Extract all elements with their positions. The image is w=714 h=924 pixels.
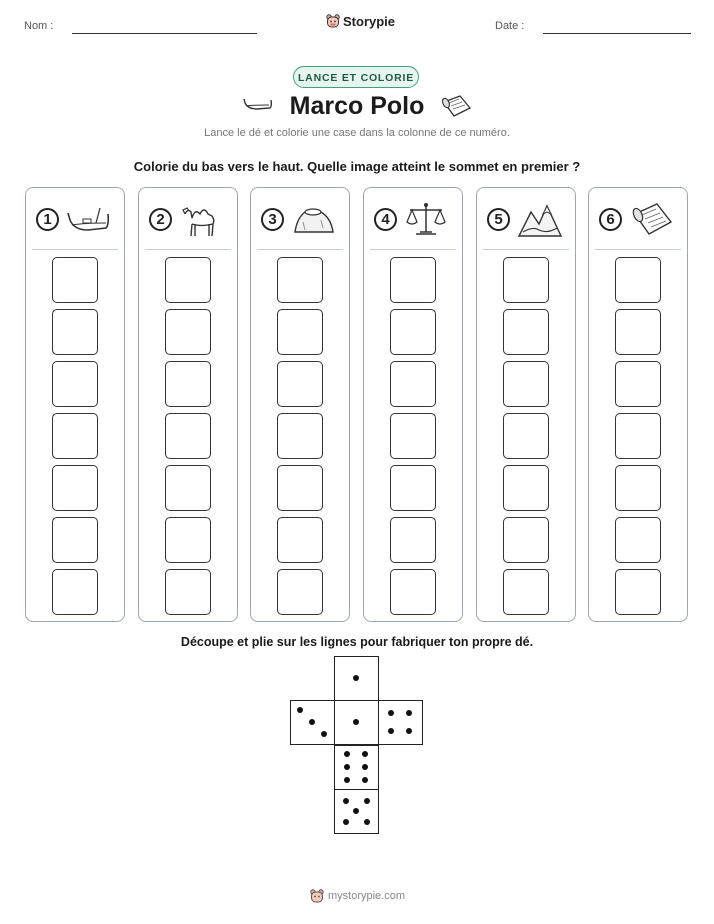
color-cell[interactable] <box>390 361 436 407</box>
dice-pip <box>362 764 368 770</box>
color-cell[interactable] <box>503 361 549 407</box>
column-5 <box>476 187 576 622</box>
volcano-icon <box>291 200 337 240</box>
page-title: Marco Polo <box>289 92 425 120</box>
dice-face-1 <box>334 700 379 745</box>
mountains-icon <box>517 200 563 240</box>
color-cell[interactable] <box>165 257 211 303</box>
dice-pip <box>362 777 368 783</box>
storypie-mascot-icon <box>310 888 324 904</box>
color-cell[interactable] <box>165 413 211 459</box>
color-cell[interactable] <box>52 569 98 615</box>
camel-icon <box>179 200 225 240</box>
color-cell[interactable] <box>52 257 98 303</box>
color-cell[interactable] <box>615 361 661 407</box>
instruction-text: Colorie du bas vers le haut. Quelle image atteint le sommet en premier ? <box>133 159 581 174</box>
column-number: 4 <box>374 208 397 231</box>
column-header <box>36 200 118 240</box>
color-cell[interactable] <box>615 569 661 615</box>
dice-pip <box>388 728 394 734</box>
color-cell[interactable] <box>277 361 323 407</box>
color-cell[interactable] <box>503 309 549 355</box>
color-cell[interactable] <box>615 517 661 563</box>
color-cell[interactable] <box>52 361 98 407</box>
dice-pip <box>344 777 350 783</box>
column-header <box>374 200 456 240</box>
name-label: Nom : <box>24 20 54 32</box>
color-cell[interactable] <box>390 257 436 303</box>
dice-pip <box>406 710 412 716</box>
color-cell[interactable] <box>390 569 436 615</box>
dice-face-5 <box>334 789 379 834</box>
dice-face-1 <box>334 656 379 701</box>
color-cell[interactable] <box>503 257 549 303</box>
color-cell[interactable] <box>165 309 211 355</box>
color-cell[interactable] <box>277 257 323 303</box>
color-cell[interactable] <box>615 309 661 355</box>
column-number: 2 <box>149 208 172 231</box>
color-cell[interactable] <box>615 257 661 303</box>
column-divider <box>257 249 343 250</box>
color-cell[interactable] <box>277 465 323 511</box>
dice-pip <box>364 819 370 825</box>
column-2 <box>138 187 238 622</box>
column-header <box>149 200 231 240</box>
footer <box>310 888 405 904</box>
dice-pip <box>344 764 350 770</box>
page-subtitle: Lance le dé et colorie une case dans la colonne de ce numéro. <box>204 127 510 139</box>
dice-pip <box>321 731 327 737</box>
color-cell[interactable] <box>615 413 661 459</box>
activity-badge: LANCE ET COLORIE <box>293 66 419 88</box>
map-scroll-icon <box>440 94 472 120</box>
column-6 <box>588 187 688 622</box>
column-divider <box>145 249 231 250</box>
column-header <box>599 200 681 240</box>
color-cell[interactable] <box>52 517 98 563</box>
brand-logo <box>326 13 395 29</box>
color-cell[interactable] <box>52 413 98 459</box>
column-number: 1 <box>36 208 59 231</box>
color-cell[interactable] <box>390 465 436 511</box>
dice-pip <box>344 751 350 757</box>
footer-url[interactable]: mystorypie.com <box>328 890 406 902</box>
column-1 <box>25 187 125 622</box>
dice-pip <box>353 808 359 814</box>
color-cell[interactable] <box>52 309 98 355</box>
dice-pip <box>362 751 368 757</box>
column-number: 3 <box>261 208 284 231</box>
column-number: 6 <box>599 208 622 231</box>
dice-pip <box>297 707 303 713</box>
date-line[interactable] <box>543 33 691 34</box>
color-cell[interactable] <box>277 413 323 459</box>
color-cell[interactable] <box>165 517 211 563</box>
dice-pip <box>364 798 370 804</box>
brand-name: Storypie <box>343 13 396 29</box>
date-label: Date : <box>495 20 525 32</box>
column-header <box>261 200 343 240</box>
color-cell[interactable] <box>390 309 436 355</box>
column-4 <box>363 187 463 622</box>
color-cell[interactable] <box>165 465 211 511</box>
color-cell[interactable] <box>615 465 661 511</box>
dice-pip <box>309 719 315 725</box>
column-divider <box>370 249 456 250</box>
storypie-mascot-icon <box>326 13 340 29</box>
cut-instruction: Découpe et plie sur les lignes pour fabriquer ton propre dé. <box>180 635 534 649</box>
column-divider <box>483 249 569 250</box>
column-number: 5 <box>487 208 510 231</box>
dice-face-4 <box>378 700 423 745</box>
name-line[interactable] <box>72 33 257 34</box>
dice-face-3 <box>290 700 335 745</box>
dice-pip <box>388 710 394 716</box>
color-cell[interactable] <box>277 569 323 615</box>
map-scroll-icon <box>629 200 675 240</box>
dice-pip <box>353 675 359 681</box>
color-cell[interactable] <box>52 465 98 511</box>
color-cell[interactable] <box>390 517 436 563</box>
color-cell[interactable] <box>503 413 549 459</box>
dice-face-6 <box>334 745 379 790</box>
color-cell[interactable] <box>165 569 211 615</box>
scales-icon <box>404 200 450 240</box>
dice-pip <box>343 798 349 804</box>
color-cell[interactable] <box>277 517 323 563</box>
gondola-icon <box>66 200 112 240</box>
dice-pip <box>353 719 359 725</box>
column-3 <box>250 187 350 622</box>
dice-pip <box>343 819 349 825</box>
column-divider <box>595 249 681 250</box>
dice-pip <box>406 728 412 734</box>
color-cell[interactable] <box>503 517 549 563</box>
color-cell[interactable] <box>390 413 436 459</box>
color-cell[interactable] <box>277 309 323 355</box>
color-cell[interactable] <box>503 569 549 615</box>
column-divider <box>32 249 118 250</box>
color-cell[interactable] <box>165 361 211 407</box>
column-header <box>487 200 569 240</box>
color-cell[interactable] <box>503 465 549 511</box>
